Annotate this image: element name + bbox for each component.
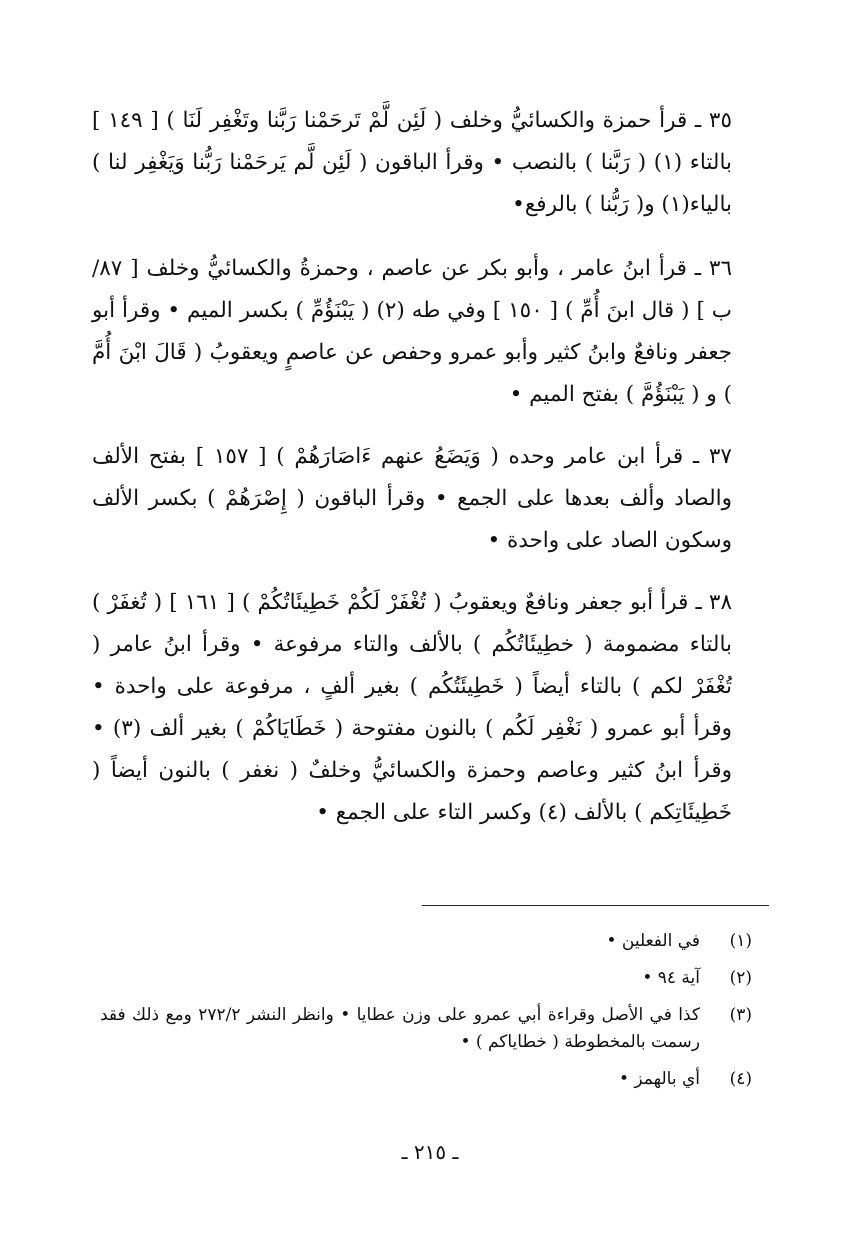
paragraph-38 (92, 582, 732, 834)
paragraph-number: ٣٦ ـ (694, 256, 732, 281)
footnote-text: في الفعلين • (606, 931, 700, 951)
paragraph-text: قرأ أبو جعفر ونافعٌ ويعقوبُ ( تُغْفَرْ لَكُمْ خَطِيئَاتُكُمْ ) [ ١٦١ ] ( تُغفَرْ ) بالتاء مضمومة ( خطِيئَاتُكُم ) بالألف والتاء مرفوعة • وقرأ ابنُ عامر ( تُغْفَرْ لكم ) بالتاء أيضاً ( خَطِيئَتُكُم ) بغير ألفٍ ، مرفوعة على واحدة • وقرأ أبو عمرو ( نَغْفِر لَكُم ) بالنون مفتوحة ( خَطَايَاكُمْ ) بغير ألف (٣) • وقرأ ابنُ كثير وعاصم وحمزة والكسائيُّ وخلفٌ ( نغفر ) بالنون أيضاً ( خَطِيئَاتِكم ) بالألف (٤) وكسر التاء على الجمع • (92, 590, 733, 825)
paragraph-35 (92, 100, 732, 226)
paragraph-36 (92, 248, 732, 416)
footnote-mark: (٤) (729, 1069, 752, 1089)
footnote-text: أي بالهمز • (619, 1069, 700, 1089)
paragraph-number: ٣٥ ـ (694, 108, 732, 133)
paragraph-text: قرأ ابن عامر وحده ( وَيَضَعُ عنهم ءَاصَارَهُمْ ) [ ١٥٧ ] بفتح الألف والصاد وألف بعدها على الجمع • وقرأ الباقون ( إِصْرَهُمْ ) بكسر الألف وسكون الصاد على واحدة • (92, 444, 732, 553)
footnote-1 (100, 928, 752, 955)
paragraph-37 (92, 436, 732, 562)
footnote-3 (100, 1002, 752, 1056)
footnote-text: كذا في الأصل وقراءة أبي عمرو على وزن عطايا • وانظر النشر ٢٧٢/٢ ومع ذلك فقد رسمت بالمخطوطة ( خطاياكم ) • (100, 1005, 700, 1052)
footnote-mark: (٢) (729, 968, 752, 988)
paragraph-number: ٣٧ ـ (692, 444, 732, 469)
footnotes (100, 928, 752, 1103)
footnote-text: آية ٩٤ • (642, 968, 700, 988)
footnote-2 (100, 965, 752, 992)
paragraph-text: قرأ ابنُ عامر ، وأبو بكر عن عاصم ، وحمزةُ والكسائيُّ وخلف [ ٨٧/ب ] ( قال ابنَ أُمِّ ) [ ١٥٠ ] وفي طه (٢) ( يَبْنَؤُمِّ ) بكسر الميم • وقرأ أبو جعفر ونافعٌ وابنُ كثير وأبو عمرو وحفص عن عاصمٍ ويعقوبُ ( قَالَ ابْنَ أُمَّ ) و ( يَبْنَؤُمَّ ) بفتح الميم • (92, 256, 732, 407)
footnote-mark: (١) (729, 931, 752, 951)
page-number: ـ ٢١٥ ـ (401, 1140, 459, 1164)
paragraph-text: قرأ حمزة والكسائيُّ وخلف ( لَئِن لَّمْ تَرحَمْنا رَبَّنا وتَغْفِر لَنَا ) [ ١٤٩ ] بالتاء (١) ( رَبَّنا ) بالنصب • وقرأ الباقون ( لَئِن لَّم يَرحَمْنا رَبُّنا وَيَغْفِر لنا ) بالياء(١) و( رَبُّنا ) بالرفع• (92, 108, 732, 217)
paragraph-number: ٣٨ ـ (695, 590, 732, 615)
footnote-mark: (٣) (729, 1005, 752, 1025)
footnote-divider (422, 905, 769, 906)
footnote-4 (100, 1066, 752, 1093)
